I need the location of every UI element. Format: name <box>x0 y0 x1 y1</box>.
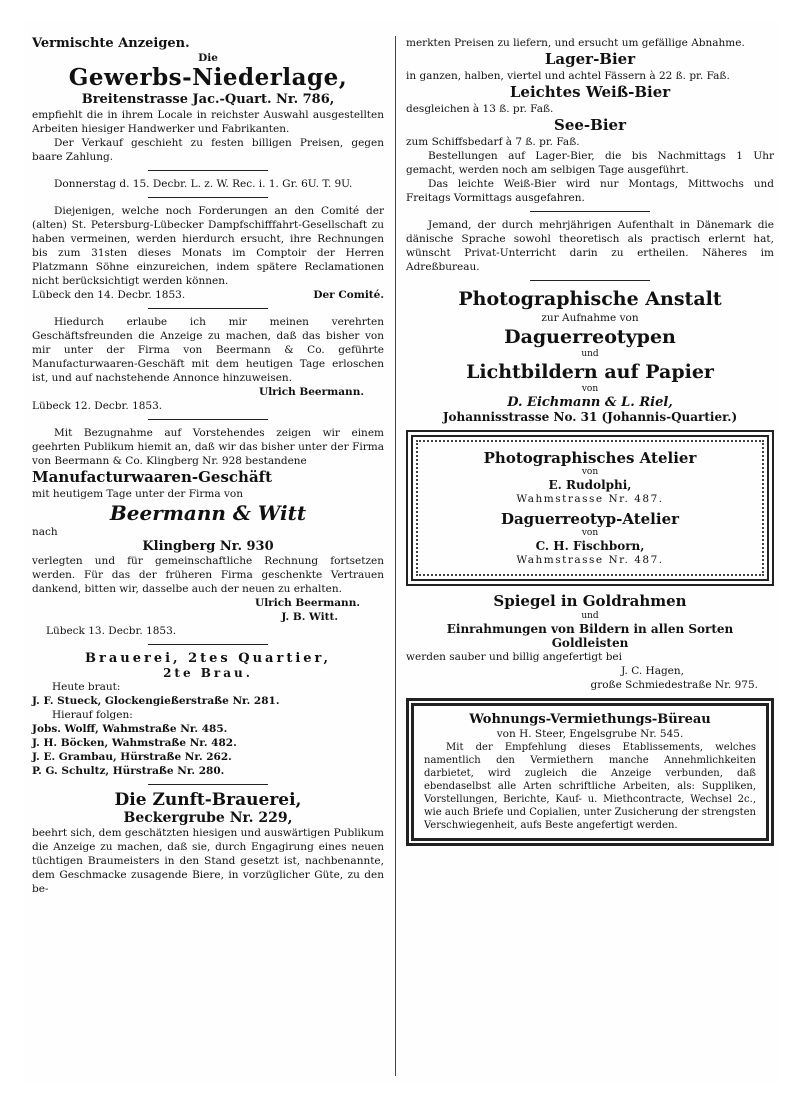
ad-zunft-brauerei <box>32 791 384 896</box>
ad-names: D. Eichmann & L. Riel, <box>507 395 673 410</box>
ad-title-2: Daguerreotyp-Atelier <box>500 510 680 528</box>
ad-body: beehrt sich, dem geschätzten hiesigen und auswärtigen Publikum die Anzeige zu machen, daß sie, durch Engagirung eines neuen tüchtigen Braumeisters in den Stand gesetzt ist, nachbenannte, dem Geschmacke zusagende Biere, in vorzüglicher Güte, zu den be- <box>32 827 384 895</box>
ad-date: Lübeck 13. Decbr. 1853. <box>46 625 177 637</box>
ad-then-label: Hierauf folgen: <box>52 709 133 721</box>
ad-title: Brauerei, 2tes Quartier, <box>85 651 331 666</box>
ad-spiegel <box>406 592 774 692</box>
beer-title: Leichtes Weiß-Bier <box>509 83 671 101</box>
ad-sub: von H. Steer, Engelsgrube Nr. 545. <box>496 728 684 740</box>
beer-body: desgleichen à 13 ß. pr. Faß. <box>406 103 554 115</box>
ad-footer <box>32 288 384 302</box>
ad-address: Beckergrube Nr. 229, <box>123 810 293 826</box>
ad-sign: Ulrich Beermann. <box>259 386 364 398</box>
ad-von: von <box>581 528 599 538</box>
ad-von: von <box>581 467 599 477</box>
ad-title: Die Zunft-Brauerei, <box>114 790 302 810</box>
ad-name-1: E. Rudolphi, <box>548 478 632 492</box>
ad-comite <box>32 204 384 302</box>
divider <box>530 211 650 212</box>
ad-line-1: Daguerreotypen <box>504 326 676 348</box>
ad-body: empfiehlt die in ihrem Locale in reichster Auswahl ausgestellten Arbeiten hiesiger Handwerker und Fabrikanten. <box>32 109 384 135</box>
ad-beermann-witt <box>32 426 384 638</box>
ad-und: und <box>581 349 599 359</box>
divider <box>148 644 268 645</box>
ad-body: verlegten und für gemeinschaftliche Rechnung fortsetzen werden. Für das der früheren Firma geschenkte Vertrauen dankend, bitten wir, dasselbe auch der neuen zu erhalten. <box>32 555 384 595</box>
ad-nach: nach <box>32 526 58 538</box>
ad-line-3: Goldleisten <box>551 636 629 650</box>
ad-date: Lübeck den 14. Decbr. 1853. <box>32 289 186 301</box>
ad-address: große Schmiedestraße Nr. 975. <box>590 679 758 691</box>
divider <box>148 170 268 171</box>
ad-atelier-frame <box>406 430 774 586</box>
ad-address: Breitenstrasse Jac.-Quart. Nr. 786, <box>81 92 335 107</box>
list-item: J. H. Böcken, Wahmstraße Nr. 482. <box>32 737 237 749</box>
beer-body: zum Schiffsbedarf à 7 ß. pr. Faß. <box>406 136 580 148</box>
column-divider <box>395 36 396 1076</box>
divider <box>148 419 268 420</box>
ad-today-label: Heute braut: <box>52 681 121 693</box>
list-item: Jobs. Wolff, Wahmstraße Nr. 485. <box>32 723 228 735</box>
left-column <box>32 36 384 896</box>
ad-line-2: Einrahmungen von Bildern in allen Sorten <box>446 622 734 636</box>
ad-address: Johannisstrasse No. 31 (Johannis-Quartier.) <box>442 410 738 424</box>
beer-title: Lager-Bier <box>544 50 636 68</box>
ad-title: Spiegel in Goldrahmen <box>493 592 687 610</box>
ad-title: Manufacturwaaren-Geschäft <box>32 468 273 486</box>
ad-sign-2: J. B. Witt. <box>281 611 338 623</box>
ad-date: Lübeck 12. Decbr. 1853. <box>32 400 163 412</box>
divider <box>148 784 268 785</box>
ad-line-2: Lichtbildern auf Papier <box>466 361 714 383</box>
ad-body: Diejenigen, welche noch Forderungen an den Comité der (alten) St. Petersburg-Lübecker Dampfschifffahrt-Gesellschaft zu haben vermeinen, werden hierdurch ersucht, ihre Rechnungen bis zum 31sten dieses Monats im Comptoir der Herren Platzmann Söhne einzureichen, indem spätere Reclamationen nicht berücksichtigt werden können. <box>32 205 384 287</box>
ad-title-1: Photographisches Atelier <box>483 449 697 467</box>
beer-body: in ganzen, halben, viertel und achtel Fässern à 22 ß. pr. Faß. <box>406 70 730 82</box>
ad-body-2: Der Verkauf geschieht zu festen billigen Preisen, gegen baare Zahlung. <box>32 137 384 163</box>
ad-pre: Die <box>198 52 218 64</box>
ad-firm: Beermann & Witt <box>109 501 307 525</box>
ad-von: von <box>581 384 599 394</box>
ad-sign-1: Ulrich Beermann. <box>255 597 360 609</box>
ad-brauerei <box>32 651 384 778</box>
ad-name-2: C. H. Fischborn, <box>535 539 645 553</box>
newspaper-page <box>24 22 780 1082</box>
ad-body: Mit der Empfehlung dieses Etablissements, welches namentlich den Vermiethern manche Annehmlichkeiten darbietet, wird zugleich die Anzeige verbunden, daß ebendaselbst alle Arten schriftliche Arbeiten, als: Suppliken, Vorstellungen, Berichte, Kauf- u. Miethcontracte, Wechsel 2c., wie auch Briefe und Copialien, unter Zusicherung der strengsten Verschwiegenheit, aufs Beste angefertigt werden. <box>424 742 756 831</box>
ad-address-1: Wahmstrasse Nr. 487. <box>516 493 664 505</box>
list-item: P. G. Schultz, Hürstraße Nr. 280. <box>32 765 225 777</box>
ad-sub: zur Aufnahme von <box>541 312 639 324</box>
divider <box>530 280 650 281</box>
ad-language-tutor: Jemand, der durch mehrjährigen Aufenthalt in Dänemark die dänische Sprache sowohl theoretisch als practisch erlernt hat, wünscht Privat-Unterricht darin zu ertheilen. Näheres im Adreßbureau. <box>406 219 774 273</box>
ad-sign: J. C. Hagen, <box>621 665 684 677</box>
ad-sign: Der Comité. <box>313 289 384 301</box>
ad-bureau-frame <box>406 698 774 846</box>
ad-und: und <box>581 611 599 621</box>
ad-photo-anstalt <box>406 287 774 424</box>
beer-note: Bestellungen auf Lager-Bier, die bis Nachmittags 1 Uhr gemacht, werden noch am selbigen Tage ausgeführt. <box>406 150 774 176</box>
ad-subtitle: 2te Brau. <box>163 666 253 680</box>
ad-body: Hiedurch erlaube ich mir meinen verehrten Geschäftsfreunden die Anzeige zu machen, daß das bisher von mir unter der Firma von Beermann & Co. geführte Manufacturwaaren-Geschäft mit dem heutigen Tage erloschen ist, und auf nachstehende Annonce hinzuweisen. <box>32 316 384 384</box>
ad-address: Klingberg Nr. 930 <box>142 539 274 554</box>
ad-title: Wohnungs-Vermiethungs-Büreau <box>469 712 711 727</box>
ad-beermann-notice <box>32 315 384 413</box>
ad-title: Photographische Anstalt <box>458 288 722 310</box>
ad-address-2: Wahmstrasse Nr. 487. <box>516 554 664 566</box>
ad-lodge: Donnerstag d. 15. Decbr. L. z. W. Rec. i. 1. Gr. 6U. T. 9U. <box>54 178 353 190</box>
right-column <box>406 36 774 852</box>
ad-body: werden sauber und billig angefertigt bei <box>406 651 622 663</box>
ad-mid: mit heutigem Tage unter der Firma von <box>32 488 243 500</box>
beer-note: Das leichte Weiß-Bier wird nur Montags, Mittwochs und Freitags Vormittags ausgefahren. <box>406 178 774 204</box>
section-title: Vermischte Anzeigen. <box>32 36 190 51</box>
ad-today-line: J. F. Stueck, Glockengießerstraße Nr. 281. <box>32 695 280 707</box>
ad-title: Gewerbs-Niederlage, <box>68 64 348 91</box>
divider <box>148 197 268 198</box>
ad-continuation: merkten Preisen zu liefern, und ersucht um gefällige Abnahme. <box>406 37 745 49</box>
ad-gewerbs-niederlage <box>32 51 384 164</box>
ad-intro: Mit Bezugnahme auf Vorstehendes zeigen wir einem geehrten Publikum hiemit an, daß wir das bisher unter der Firma von Beermann & Co. Klingberg Nr. 928 bestandene <box>32 427 384 467</box>
list-item: J. E. Grambau, Hürstraße Nr. 262. <box>32 751 232 763</box>
beer-title: See-Bier <box>554 116 626 134</box>
divider <box>148 308 268 309</box>
